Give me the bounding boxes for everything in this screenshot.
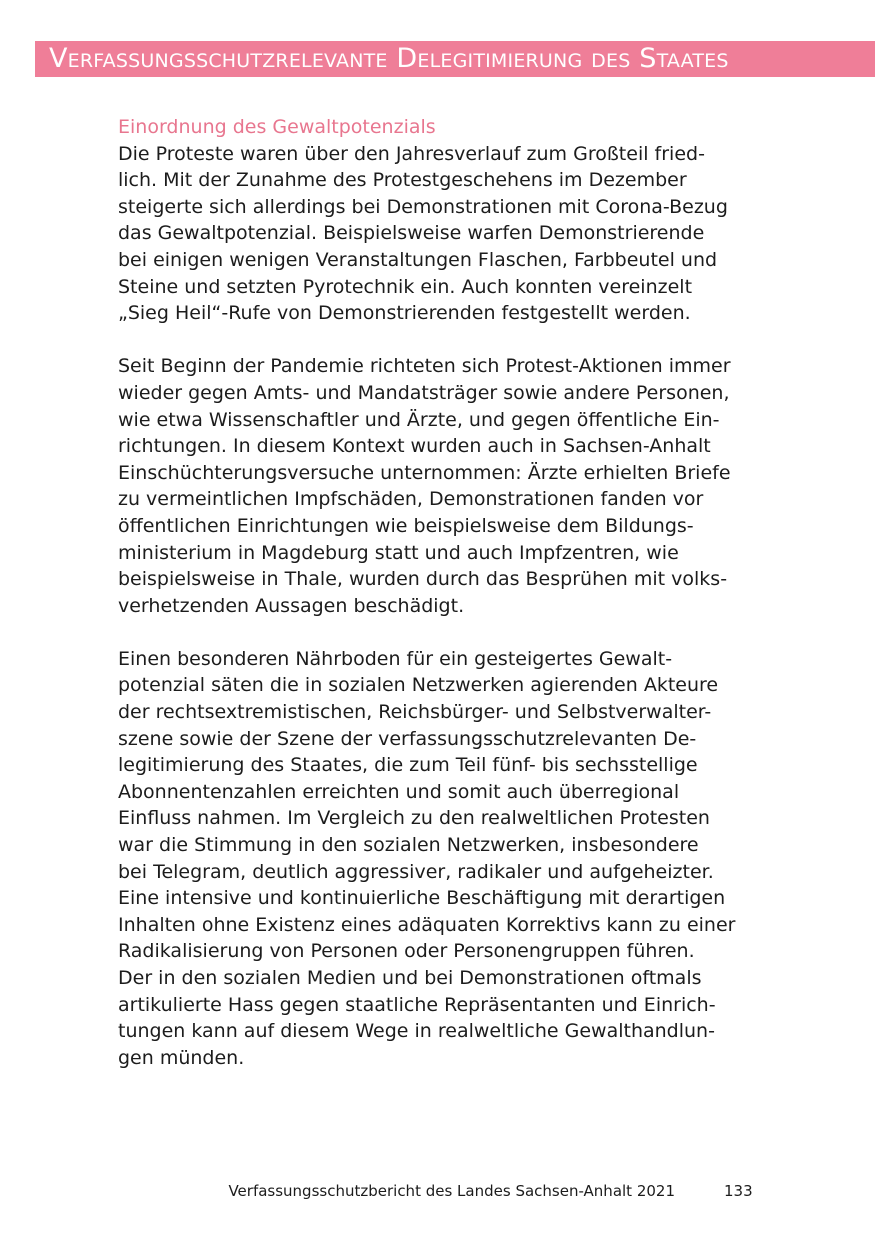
text-line: legitimierung des Staates, die zum Teil fünf- bis sechsstellige bbox=[118, 754, 698, 777]
text-line: steigerte sich allerdings bei Demonstrationen mit Corona-Bezug bbox=[118, 195, 728, 218]
page-footer bbox=[0, 1182, 875, 1206]
text-line: Steine und setzten Pyrotechnik ein. Auch konnten vereinzelt bbox=[118, 275, 693, 298]
text-line: tungen kann auf diesem Wege in realweltliche Gewalthandlun- bbox=[118, 1020, 715, 1043]
main-content bbox=[118, 114, 768, 1071]
text-line: lich. Mit der Zunahme des Protestgeschehens im Dezember bbox=[118, 169, 687, 192]
paragraph-spacer bbox=[118, 619, 768, 646]
text-line: „Sieg Heil“-Rufe von Demonstrierenden festgestellt werden. bbox=[118, 302, 691, 325]
text-line: beispielsweise in Thale, wurden durch das Besprühen mit volks- bbox=[118, 568, 728, 591]
text-line: zu vermeintlichen Impfschäden, Demonstrationen fanden vor bbox=[118, 488, 704, 511]
text-line: Einschüchterungsversuche unternommen: Ärzte erhielten Briefe bbox=[118, 461, 731, 484]
section-heading: Einordnung des Gewaltpotenzials bbox=[118, 116, 436, 138]
text-line: Seit Beginn der Pandemie richteten sich Protest-Aktionen immer bbox=[118, 355, 731, 378]
header-band bbox=[35, 41, 875, 77]
text-line: Inhalten ohne Existenz eines adäquaten Korrektivs kann zu einer bbox=[118, 913, 736, 936]
text-line: Abonnentenzahlen erreichten und somit auch überregional bbox=[118, 780, 680, 803]
text-line: bei einigen wenigen Veranstaltungen Flaschen, Farbbeutel und bbox=[118, 248, 718, 271]
text-line: wieder gegen Amts- und Mandatsträger sowie andere Personen, bbox=[118, 381, 730, 404]
footer-publication-title: Verfassungsschutzbericht des Landes Sachsen-Anhalt 2021 bbox=[228, 1182, 675, 1200]
text-line: szene sowie der Szene der verfassungsschutzrelevanten De- bbox=[118, 727, 697, 750]
text-line: potenzial säten die in sozialen Netzwerken agierenden Akteure bbox=[118, 674, 719, 697]
text-line: richtungen. In diesem Kontext wurden auch in Sachsen-Anhalt bbox=[118, 435, 711, 458]
page-number: 133 bbox=[724, 1182, 753, 1200]
paragraph-violence-potential bbox=[118, 141, 768, 327]
page-header-title: Verfassungsschutzrelevante Delegitimierung des Staates bbox=[49, 43, 729, 74]
text-line: Einfluss nahmen. Im Vergleich zu den realweltlichen Protesten bbox=[118, 807, 710, 830]
text-line: Eine intensive und kontinuierliche Beschäftigung mit derartigen bbox=[118, 887, 726, 910]
text-line: Der in den sozialen Medien und bei Demonstrationen oftmals bbox=[118, 967, 702, 989]
text-line: Die Proteste waren über den Jahresverlauf zum Großteil fried- bbox=[118, 142, 705, 165]
text-line: der rechtsextremistischen, Reichsbürger- und Selbstverwalter- bbox=[118, 701, 712, 724]
text-line: Einen besonderen Nährboden für ein gesteigertes Gewalt- bbox=[118, 647, 673, 670]
text-line: verhetzenden Aussagen beschädigt. bbox=[118, 594, 465, 617]
text-line: bei Telegram, deutlich aggressiver, radikaler und aufgeheizter. bbox=[118, 860, 714, 883]
text-line: öffentlichen Einrichtungen wie beispielsweise dem Bildungs- bbox=[118, 514, 694, 537]
text-line: gen münden. bbox=[118, 1046, 245, 1069]
text-line: wie etwa Wissenschaftler und Ärzte, und gegen öffentliche Ein- bbox=[118, 408, 720, 431]
text-line: war die Stimmung in den sozialen Netzwerken, insbesondere bbox=[118, 834, 699, 857]
paragraph-intimidation bbox=[118, 353, 768, 619]
text-line: Radikalisierung von Personen oder Personengruppen führen. bbox=[118, 940, 695, 963]
paragraph-spacer bbox=[118, 327, 768, 354]
paragraph-social-networks bbox=[118, 646, 768, 1072]
text-line: artikulierte Hass gegen staatliche Repräsentanten und Einrich- bbox=[118, 993, 716, 1016]
text-line: ministerium in Magdeburg statt und auch Impfzentren, wie bbox=[118, 541, 679, 564]
text-line: das Gewaltpotenzial. Beispielsweise warfen Demonstrierende bbox=[118, 222, 705, 245]
